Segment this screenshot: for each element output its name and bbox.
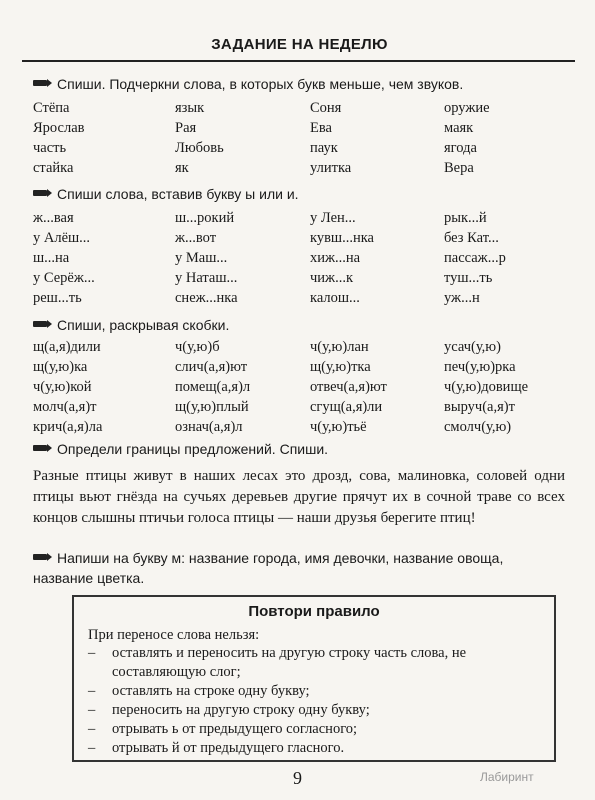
word-cell: ш...рокий <box>175 210 235 226</box>
word-cell: усач(у,ю) <box>444 339 501 355</box>
rule-box <box>72 595 556 762</box>
word-cell: сгущ(а,я)ли <box>310 399 383 415</box>
task-3-instruction: Спиши, раскрывая скобки. <box>33 317 229 333</box>
word-cell: рык...й <box>444 210 487 226</box>
word-cell: Соня <box>310 100 342 116</box>
word-cell: ж...вот <box>175 230 217 246</box>
word-cell: кувш...нка <box>310 230 374 246</box>
task-1-instruction: Спиши. Подчеркни слова, в которых букв меньше, чем звуков. <box>33 76 463 92</box>
word-cell: у Алёш... <box>33 230 91 246</box>
word-cell: чиж...к <box>310 270 353 286</box>
pencil-icon <box>33 319 51 329</box>
word-cell: у Серёж... <box>33 270 95 286</box>
word-cell: печ(у,ю)рка <box>444 359 516 375</box>
rule-title: Повтори правило <box>248 603 380 620</box>
task-4-text: Разные птицы живут в наших лесах это дрозд, сова, малиновка, соловей одни птицы вьют гнёзда на сучьях деревьев другие прячут их в сочной траве со всех концов слышны птичьи голоса птицы — наши друзья берегите птиц! <box>33 468 565 526</box>
rule-list <box>74 644 554 758</box>
word-cell: смолч(у,ю) <box>444 419 512 435</box>
word-cell: щ(у,ю)тка <box>310 359 371 375</box>
word-cell: означ(а,я)л <box>175 419 243 435</box>
word-cell: оружие <box>444 100 490 116</box>
list-item: – оставлять и переносить на другую строку часть слова, не составляющую слог; <box>88 645 467 680</box>
list-item: – отрывать ь от предыдущего согласного; <box>88 721 358 737</box>
word-cell: щ(у,ю)ка <box>33 359 88 375</box>
word-cell: стайка <box>33 160 74 176</box>
list-item: – переносить на другую строку одну букву; <box>88 702 370 718</box>
word-cell: ч(у,ю)тьё <box>310 419 367 435</box>
watermark-logo: Лабиринт <box>480 770 534 784</box>
pencil-icon <box>33 443 51 453</box>
page-number: 9 <box>293 768 302 788</box>
page-title: ЗАДАНИЕ НА НЕДЕЛЮ <box>211 36 388 53</box>
word-cell: ш...на <box>33 250 70 266</box>
word-cell: помещ(а,я)л <box>175 379 251 395</box>
word-cell: у Маш... <box>175 250 228 266</box>
dash-marker: – <box>88 645 96 661</box>
word-cell: пассаж...р <box>444 250 506 266</box>
word-cell: Стёпа <box>33 100 70 116</box>
word-cell: ч(у,ю)кой <box>33 379 92 395</box>
word-cell: слич(а,я)ют <box>175 359 248 375</box>
word-cell: Любовь <box>175 140 224 156</box>
dash-marker: – <box>88 740 96 756</box>
word-cell: у Наташ... <box>175 270 238 286</box>
title-rule <box>22 60 575 62</box>
word-cell: язык <box>175 100 205 116</box>
word-cell: крич(а,я)ла <box>33 419 103 435</box>
word-cell: у Лен... <box>310 210 356 226</box>
word-cell: туш...ть <box>444 270 493 286</box>
list-item: – отрывать й от предыдущего гласного. <box>88 740 345 756</box>
word-cell: ягода <box>444 140 477 156</box>
word-cell: ч(у,ю)б <box>175 339 220 355</box>
word-cell: улитка <box>310 160 352 176</box>
dash-marker: – <box>88 683 96 699</box>
word-cell: выруч(а,я)т <box>444 399 515 415</box>
word-cell: часть <box>33 140 67 156</box>
word-cell: Рая <box>175 120 197 136</box>
word-cell: Ярослав <box>33 120 85 136</box>
task-2-instruction: Спиши слова, вставив букву ы или и. <box>33 186 299 202</box>
rule-intro: При переносе слова нельзя: <box>88 627 260 643</box>
word-cell: Ева <box>310 120 332 136</box>
pencil-icon <box>33 188 51 198</box>
word-cell: без Кат... <box>444 230 499 246</box>
word-cell: Вера <box>444 160 474 176</box>
word-cell: хиж...на <box>310 250 361 266</box>
dash-marker: – <box>88 721 96 737</box>
word-cell: ч(у,ю)лан <box>310 339 369 355</box>
word-cell: паук <box>310 140 338 156</box>
pencil-icon <box>33 552 51 562</box>
list-item: – оставлять на строке одну букву; <box>88 683 310 699</box>
word-cell: щ(у,ю)плый <box>175 399 249 415</box>
word-cell: отвеч(а,я)ют <box>310 379 387 395</box>
word-cell: маяк <box>444 120 474 136</box>
task-5-instruction: Напиши на букву м: название города, имя девочки, название овоща, название цветка. <box>33 550 504 586</box>
word-cell: реш...ть <box>33 290 82 306</box>
word-cell: ч(у,ю)довище <box>444 379 529 395</box>
word-cell: ж...вая <box>33 210 74 226</box>
word-cell: снеж...нка <box>175 290 238 306</box>
word-cell: щ(а,я)дили <box>33 339 101 355</box>
word-cell: молч(а,я)т <box>33 399 97 415</box>
pencil-icon <box>33 78 51 88</box>
task-4-instruction: Определи границы предложений. Спиши. <box>33 441 328 457</box>
word-cell: як <box>175 160 189 176</box>
word-cell: уж...н <box>444 290 480 306</box>
dash-marker: – <box>88 702 96 718</box>
word-cell: калош... <box>310 290 360 306</box>
